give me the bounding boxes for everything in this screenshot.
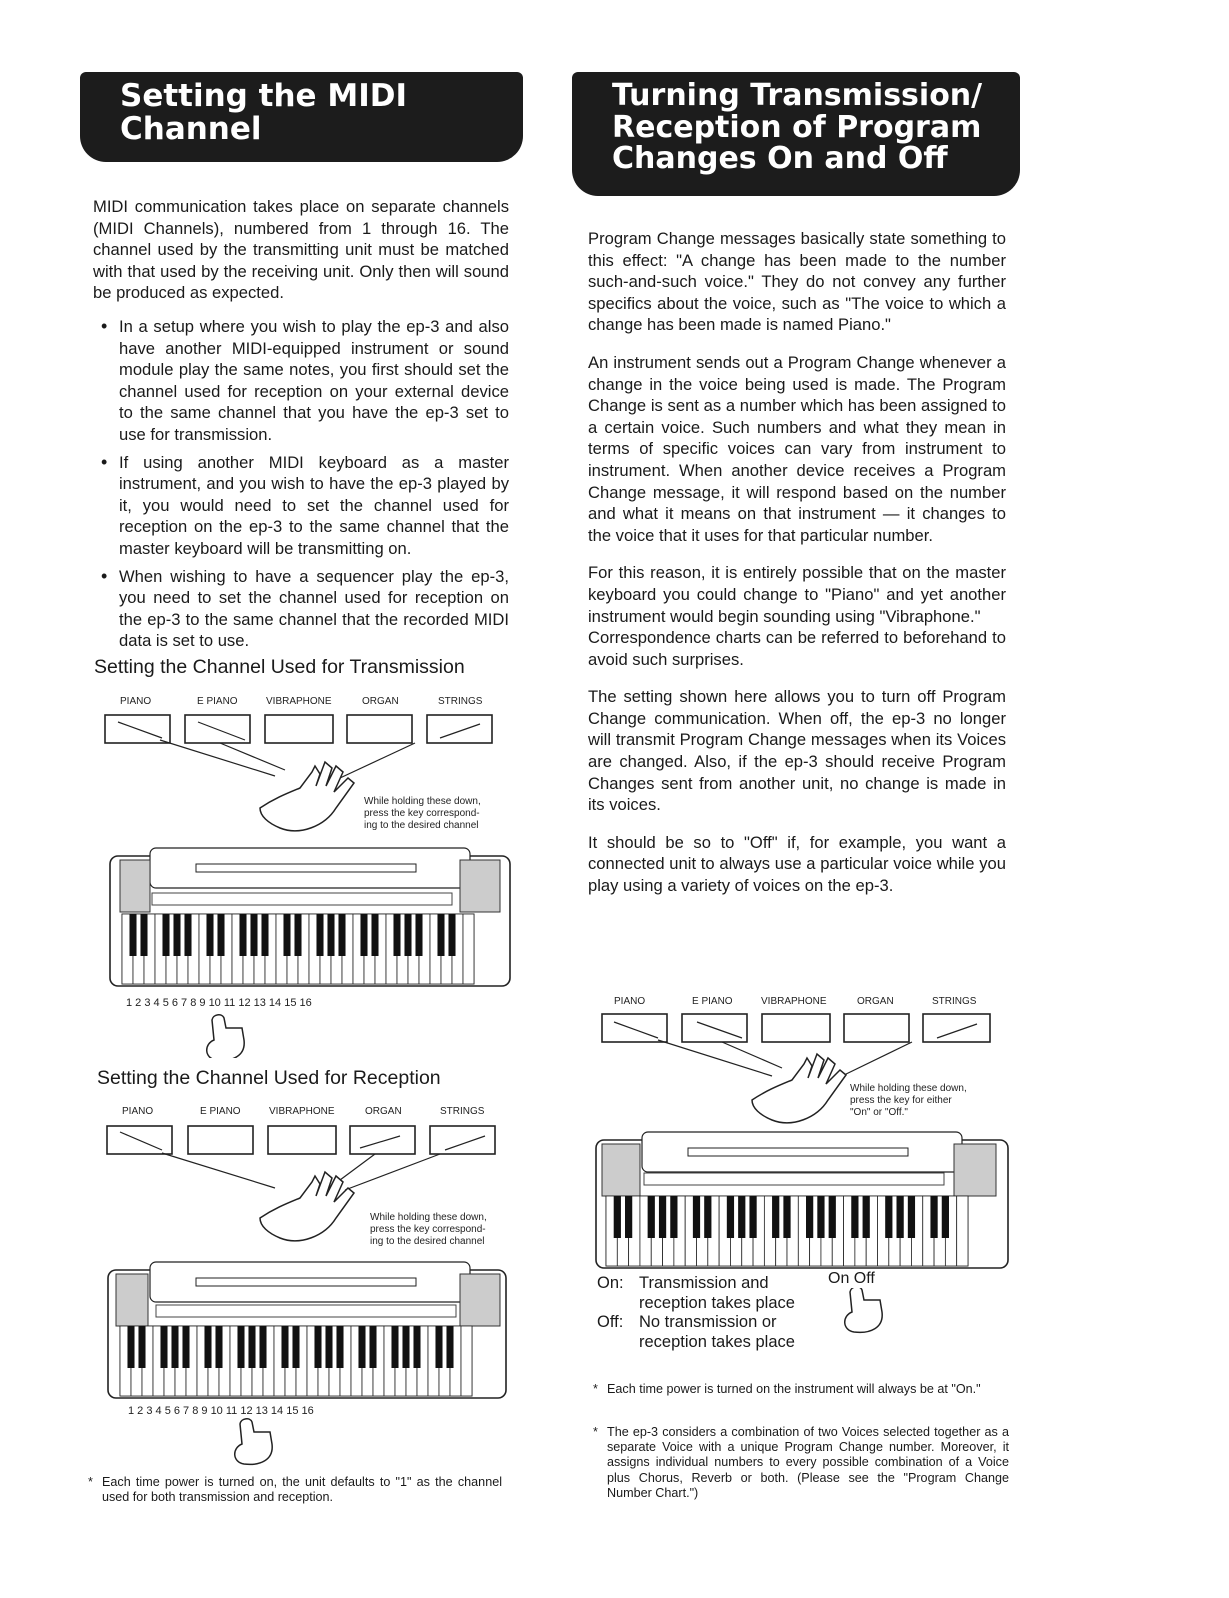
- voice-button-vibraphone: [762, 1014, 830, 1042]
- black-key: [129, 914, 136, 956]
- finger-press-icon: [207, 1015, 244, 1058]
- white-key: [957, 1196, 968, 1266]
- black-key: [402, 1326, 409, 1368]
- right-title-box: [572, 72, 1020, 196]
- black-key: [162, 914, 169, 956]
- white-key: [461, 1326, 472, 1396]
- black-key: [248, 1326, 255, 1368]
- black-key: [283, 914, 290, 956]
- black-key: [930, 1196, 937, 1238]
- black-key: [217, 914, 224, 956]
- reception-heading: Setting the Channel Used for Reception: [97, 1067, 441, 1089]
- black-key: [239, 914, 246, 956]
- black-key: [140, 914, 147, 956]
- voice-label-organ: ORGAN: [365, 1106, 402, 1117]
- fig-program-caption: press the key for either: [850, 1095, 952, 1106]
- fig-transmission: [100, 688, 520, 1058]
- left-title-box: [80, 72, 523, 162]
- legend-on-text: Transmission and: [639, 1274, 769, 1292]
- black-key: [316, 914, 323, 956]
- finger-press-icon: [235, 1419, 272, 1465]
- black-key: [138, 1326, 145, 1368]
- black-key: [693, 1196, 700, 1238]
- voice-button-vibraphone: [265, 715, 333, 743]
- legend-on-text: reception takes place: [639, 1293, 795, 1312]
- black-key: [829, 1196, 836, 1238]
- black-key: [360, 914, 367, 956]
- black-key: [171, 1326, 178, 1368]
- black-key: [897, 1196, 904, 1238]
- left-bullet: • When wishing to have a sequencer play the ep-3, you need to set the channel used for reception on the ep-3 to the same channel that the recorded MIDI data is set to use.: [93, 566, 509, 652]
- black-key: [371, 914, 378, 956]
- voice-button-epiano: [188, 1126, 253, 1154]
- right-note-text: The ep-3 considers a combination of two Voices selected together as a separate Voice with a unique Program Change number. Moreover, it assigns individual numbers to every possible combination of a Voice plus Chorus, Reverb or both. (Please see the "Program Change Number Chart."): [607, 1425, 1009, 1500]
- black-key: [625, 1196, 632, 1238]
- voice-label-vibraphone: VIBRAPHONE: [269, 1106, 335, 1117]
- black-key: [817, 1196, 824, 1238]
- black-key: [435, 1326, 442, 1368]
- right-note-2: * The ep-3 considers a combination of two Voices selected together as a separate Voice with a unique Program Change number. Moreover, it assigns individual numbers to every possible combination of a Voice plus Chorus, Reverb or both. (Please see the "Program Change Number Chart."): [593, 1425, 1009, 1500]
- voice-button-organ: [347, 715, 412, 743]
- black-key: [391, 1326, 398, 1368]
- black-key: [851, 1196, 858, 1238]
- fig-reception-caption: ing to the desired channel: [370, 1236, 485, 1247]
- hand-icon: [260, 762, 354, 831]
- right-paragraph: An instrument sends out a Program Change whenever a change in the voice being used is made. The Program Change is sent as a number which has been assigned to a certain voice. Such numbers and what they mean in terms of specific voices can vary from instrument to instrument. When another device receives a Program Change message, it will respond based on the number and what it means on that instrument — it changes to the voice that it uses for that particular number.: [588, 352, 1006, 545]
- black-key: [942, 1196, 949, 1238]
- fig-transmission-caption: While holding these down,: [364, 796, 481, 807]
- black-key: [446, 1326, 453, 1368]
- voice-label-organ: ORGAN: [857, 996, 894, 1007]
- black-key: [863, 1196, 870, 1238]
- black-key: [204, 1326, 211, 1368]
- black-key: [727, 1196, 734, 1238]
- right-paragraph: Program Change messages basically state something to this effect: "A change has been made to the number such-and-such voice." They do not convey any further specifics about the voice, such as "The voice to which a change has been made is named Piano.": [588, 229, 1006, 335]
- on-off-legend: [597, 1274, 795, 1352]
- fig-program-caption: While holding these down,: [850, 1083, 967, 1094]
- black-key: [294, 914, 301, 956]
- black-key: [237, 1326, 244, 1368]
- black-key: [281, 1326, 288, 1368]
- black-key: [404, 914, 411, 956]
- black-key: [448, 914, 455, 956]
- left-bullet: • If using another MIDI keyboard as a master instrument, and you wish to have the ep-3 played by it, you would need to set the channel used for reception on the ep-3 to the same channel that the master keyboard will be transmitting on.: [93, 452, 509, 560]
- black-key: [259, 1326, 266, 1368]
- left-note: * Each time power is turned on, the unit defaults to "1" as the channel used for both transmission and reception.: [88, 1475, 502, 1505]
- voice-button-strings: [923, 1014, 990, 1042]
- black-key: [292, 1326, 299, 1368]
- voice-label-piano: PIANO: [122, 1106, 154, 1117]
- left-bullet: • In a setup where you wish to play the ep-3 and also have another MIDI-equipped instrument or sound module play the same notes, you first should set the channel used for reception on your external device to the same channel that you have the ep-3 set to use for transmission.: [93, 316, 509, 446]
- voice-button-organ: [350, 1126, 415, 1154]
- black-key: [336, 1326, 343, 1368]
- voice-label-strings: STRINGS: [440, 1106, 485, 1117]
- right-paragraph: For this reason, it is entirely possible that on the master keyboard you could change to "Piano" and yet another instrument would begin sounding using "Vibraphone.": [588, 563, 1006, 626]
- white-key: [463, 914, 474, 984]
- right-title-line3: Changes On and Off: [612, 141, 948, 176]
- voice-label-piano: PIANO: [120, 696, 152, 707]
- black-key: [614, 1196, 621, 1238]
- legend-off-text: reception takes place: [639, 1332, 795, 1351]
- fig-reception-caption: press the key correspond-: [370, 1224, 486, 1235]
- voice-label-strings: STRINGS: [438, 696, 483, 707]
- black-key: [704, 1196, 711, 1238]
- black-key: [437, 914, 444, 956]
- black-key: [885, 1196, 892, 1238]
- channel-numbers: 1 2 3 4 5 6 7 8 9 10 11 12 13 14 15 16: [126, 997, 312, 1009]
- right-paragraph: The setting shown here allows you to turn off Program Change communication. When off, the ep-3 no longer will transmit Program Change messages when its Voices are changed. Also, if the ep-3 should receive Program Changes sent from another unit, no change is made in its voices.: [588, 687, 1006, 815]
- finger-press-icon: [836, 1288, 886, 1338]
- fig-reception-caption: While holding these down,: [370, 1212, 487, 1223]
- on-off-label: On Off: [828, 1270, 875, 1287]
- black-key: [393, 914, 400, 956]
- voice-button-strings: [427, 715, 492, 743]
- right-note-text: Each time power is turned on the instrument will always be at "On.": [607, 1382, 981, 1396]
- hand-icon: [752, 1054, 846, 1123]
- keyboard-illustration: [110, 848, 510, 986]
- black-key: [206, 914, 213, 956]
- black-key: [648, 1196, 655, 1238]
- fig-transmission-caption: ing to the desired channel: [364, 820, 479, 831]
- black-key: [182, 1326, 189, 1368]
- black-key: [783, 1196, 790, 1238]
- hand-icon: [260, 1172, 354, 1241]
- black-key: [413, 1326, 420, 1368]
- voice-label-epiano: E PIANO: [692, 996, 733, 1007]
- voice-label-organ: ORGAN: [362, 696, 399, 707]
- fig-transmission-caption: press the key correspond-: [364, 808, 480, 819]
- black-key: [369, 1326, 376, 1368]
- right-paragraph: Correspondence charts can be referred to beforehand to avoid such surprises.: [588, 628, 1006, 669]
- fig-program-caption: "On" or "Off.": [850, 1107, 908, 1118]
- black-key: [215, 1326, 222, 1368]
- voice-label-strings: STRINGS: [932, 996, 977, 1007]
- black-key: [314, 1326, 321, 1368]
- black-key: [160, 1326, 167, 1368]
- left-title-line2: Channel: [120, 110, 262, 147]
- fig-program: [592, 988, 1012, 1278]
- black-key: [806, 1196, 813, 1238]
- voice-button-vibraphone: [268, 1126, 336, 1154]
- left-intro: MIDI communication takes place on separate channels (MIDI Channels), numbered from 1 through 16. The channel used by the transmitting unit must be matched with that used by the receiving unit. Only then will sound be produced as expected.: [93, 197, 509, 303]
- voice-button-organ: [844, 1014, 909, 1042]
- black-key: [415, 914, 422, 956]
- left-note-text: Each time power is turned on, the unit defaults to "1" as the channel used for both transmission and reception.: [102, 1475, 502, 1505]
- transmission-heading: Setting the Channel Used for Transmission: [94, 656, 465, 678]
- voice-label-vibraphone: VIBRAPHONE: [761, 996, 827, 1007]
- black-key: [738, 1196, 745, 1238]
- right-title-line2: Reception of Program: [612, 109, 982, 145]
- right-note-1: * Each time power is turned on the instrument will always be at "On.": [593, 1382, 1009, 1397]
- right-paragraph: It should be so to "Off" if, for example, you want a connected unit to always use a particular voice while you play using a variety of voices on the ep-3.: [588, 832, 1006, 896]
- voice-label-vibraphone: VIBRAPHONE: [266, 696, 332, 707]
- legend-on-key: On:: [597, 1274, 624, 1292]
- voice-label-epiano: E PIANO: [200, 1106, 241, 1117]
- black-key: [184, 914, 191, 956]
- left-bullet-list: [93, 316, 509, 652]
- right-body: [588, 228, 1006, 913]
- fig-reception: [100, 1098, 520, 1468]
- black-key: [127, 1326, 134, 1368]
- keyboard-illustration: [108, 1262, 506, 1398]
- black-key: [670, 1196, 677, 1238]
- legend-off-text: No transmission or: [639, 1313, 777, 1331]
- black-key: [250, 914, 257, 956]
- voice-label-epiano: E PIANO: [197, 696, 238, 707]
- legend-off-key: Off:: [597, 1313, 624, 1331]
- black-key: [908, 1196, 915, 1238]
- black-key: [358, 1326, 365, 1368]
- voice-button-strings: [430, 1126, 495, 1154]
- left-body: [93, 196, 509, 658]
- voice-label-piano: PIANO: [614, 996, 646, 1007]
- channel-numbers: 1 2 3 4 5 6 7 8 9 10 11 12 13 14 15 16: [128, 1405, 314, 1417]
- black-key: [325, 1326, 332, 1368]
- keyboard-illustration: [596, 1132, 1008, 1268]
- black-key: [338, 914, 345, 956]
- right-title-line1: Turning Transmission/: [612, 78, 983, 113]
- left-title-line1: Setting the MIDI: [120, 78, 408, 114]
- black-key: [772, 1196, 779, 1238]
- black-key: [261, 914, 268, 956]
- black-key: [173, 914, 180, 956]
- black-key: [749, 1196, 756, 1238]
- black-key: [327, 914, 334, 956]
- black-key: [659, 1196, 666, 1238]
